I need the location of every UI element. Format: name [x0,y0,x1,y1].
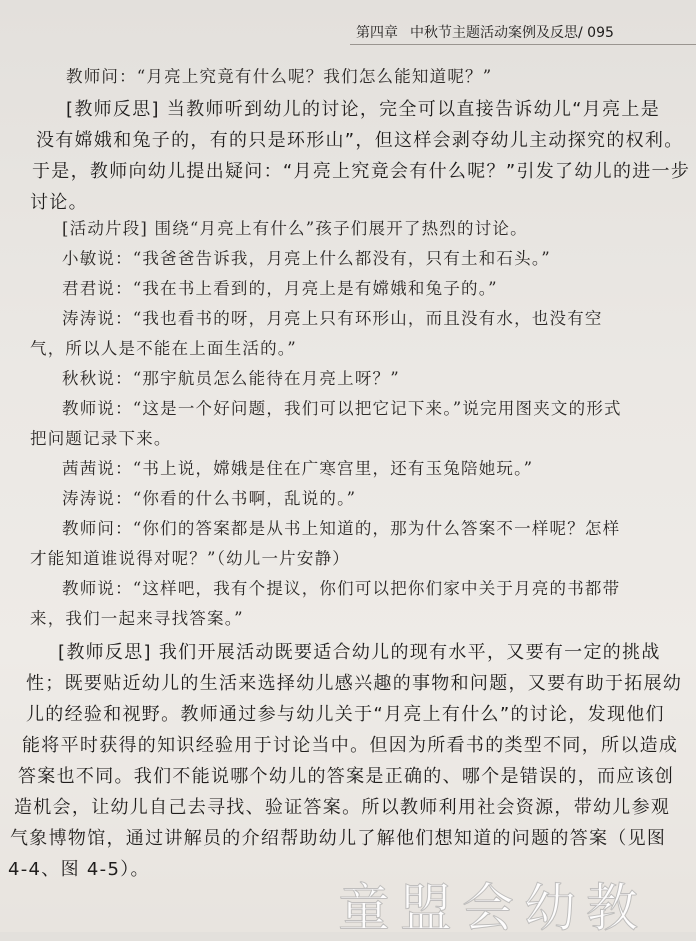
text-line: 教师说：“这样吧，我有个提议，你们可以把你们家中关于月亮的书都带 [62,579,621,598]
text-line: 气，所以人是不能在上面生活的。” [30,339,297,358]
page-number: / 095 [578,25,614,41]
text-line: 讨论。 [30,192,88,213]
watermark: 童盟会幼教 [338,879,649,939]
paragraph [0,62,492,92]
running-header [356,22,688,42]
text-line: 4-4、图 4-5）。 [8,859,150,880]
text-line: 答案也不同。我们不能说哪个幼儿的答案是正确的、哪个是错误的，而应该创 [18,766,675,787]
chapter-title: 中秋节主题活动案例及反思 [410,25,578,41]
text-line: 气象博物馆，通过讲解员的介绍帮助幼儿了解他们想知道的问题的答案（见图 [10,828,667,849]
header-rule [350,44,696,45]
paragraph [0,94,690,218]
text-line: [教师反思] 我们开展活动既要适合幼儿的现有水平，又要有一定的挑战 [58,642,661,663]
text-line: 教师说：“这是一个好问题，我们可以把它记下来。”说完用图夹文的形式 [62,399,622,418]
text-line: 没有嫦娥和兔子的，有的只是环形山”，但这样会剥夺幼儿主动探究的权利。 [36,130,684,151]
text-line: 性；既要贴近幼儿的生活来选择幼儿感兴趣的事物和问题，又要有助于拓展幼 [26,673,683,694]
chapter-label: 第四章 [356,25,398,41]
text-line: [教师反思] 当教师听到幼儿的讨论，完全可以直接告诉幼儿“月亮上是 [66,99,660,120]
text-line: 把问题记录下来。 [30,429,172,448]
text-line: 于是，教师向幼儿提出疑问：“月亮上究竟会有什么呢？”引发了幼儿的进一步 [32,161,691,182]
text-line: 教师问：“你们的答案都是从书上知道的，那为什么答案不一样呢？怎样 [62,519,621,538]
text-line: 君君说：“我在书上看到的，月亮上是有嫦娥和兔子的。” [62,279,498,298]
text-line: 秋秋说：“那宇航员怎么能待在月亮上呀？” [62,369,400,388]
text-line: 造机会，让幼儿自己去寻找、验证答案。所以教师利用社会资源，带幼儿参观 [14,797,671,818]
text-line: 茜茜说：“书上说，嫦娥是住在广寒宫里，还有玉兔陪她玩。” [62,459,534,478]
text-line: [活动片段] 围绕“月亮上有什么”孩子们展开了热烈的讨论。 [62,219,528,238]
text-line: 涛涛说：“你看的什么书啊，乱说的。” [62,489,357,508]
text-line: 儿的经验和视野。教师通过参与幼儿关于“月亮上有什么”的讨论，发现他们 [26,704,665,725]
paragraph [0,214,622,634]
text-line: 小敏说：“我爸爸告诉我，月亮上什么都没有，只有土和石头。” [62,249,551,268]
text-line: 涛涛说：“我也看书的呀，月亮上只有环形山，而且没有水，也没有空 [62,309,603,328]
text-line: 能将平时获得的知识经验用于讨论当中。但因为所看书的类型不同，所以造成 [22,735,679,756]
text-line: 来，我们一起来寻找答案。” [30,609,244,628]
text-line: 教师问：“月亮上究竟有什么呢？我们怎么能知道呢？” [66,67,493,86]
text-line: 才能知道谁说得对呢？”（幼儿一片安静） [30,549,350,568]
paragraph [0,637,682,885]
